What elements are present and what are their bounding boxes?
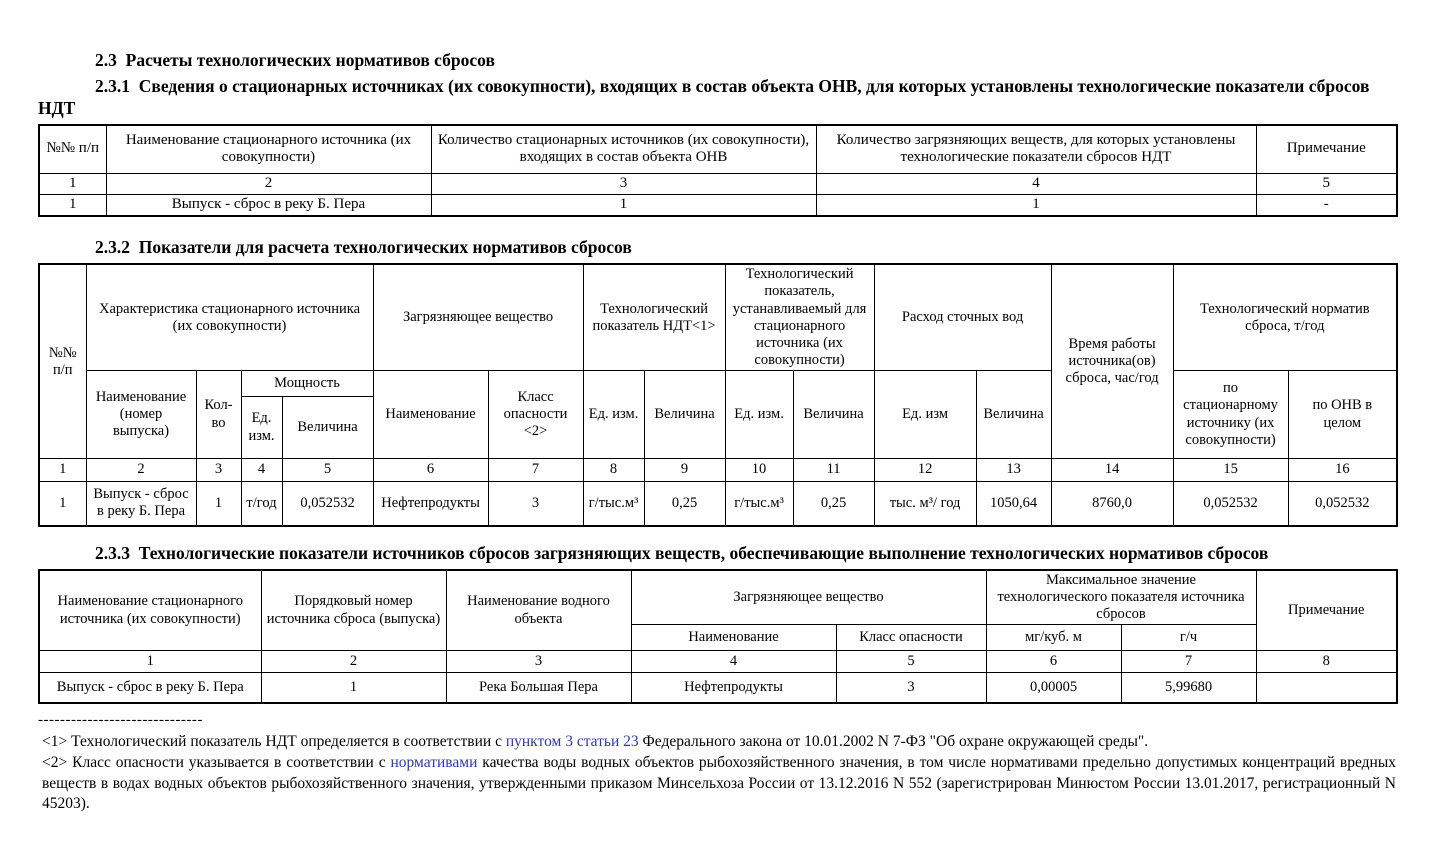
table2-header-qty: Кол-во bbox=[196, 371, 241, 459]
section-2-3-2-title: 2.3.2 Показатели для расчета технологических нормативов сбросов bbox=[95, 237, 632, 258]
table2-colnum-2: 2 bbox=[86, 459, 196, 482]
table2-colnum-5: 5 bbox=[282, 459, 373, 482]
table3-header-pollutant: Загрязняющее вещество bbox=[631, 570, 986, 625]
table2-colnum-15: 15 bbox=[1173, 459, 1288, 482]
table1-colnum-5: 5 bbox=[1256, 173, 1397, 194]
table2-cell-power-value: 0,052532 bbox=[282, 482, 373, 526]
table2-header-source-name: Наименование (номер выпуска) bbox=[86, 371, 196, 459]
table3-header-unit-mg: мг/куб. м bbox=[986, 625, 1121, 651]
table1-cell-num: 1 bbox=[39, 194, 106, 216]
table2-colnum-4: 4 bbox=[241, 459, 282, 482]
table2-colnum-7: 7 bbox=[488, 459, 583, 482]
table3-cell-gh: 5,99680 bbox=[1121, 673, 1256, 703]
table2-header-row1 bbox=[39, 264, 1397, 370]
table2-colnum-8: 8 bbox=[583, 459, 644, 482]
table2-header-wastewater: Расход сточных вод bbox=[874, 264, 1051, 370]
table2-cell-work-time: 8760,0 bbox=[1051, 482, 1173, 526]
table3-colnum-8: 8 bbox=[1256, 651, 1397, 673]
table2-header-src-ind-value: Величина bbox=[793, 371, 874, 459]
footnote-1-text-post: Федерального закона от 10.01.2002 N 7-ФЗ "Об охране окружающей среды". bbox=[638, 732, 1149, 750]
footnote-1-link-article[interactable]: пунктом 3 статьи 23 bbox=[505, 732, 639, 750]
table3-colnum-3: 3 bbox=[446, 651, 631, 673]
table3-cell-hazard-class: 3 bbox=[836, 673, 986, 703]
table3-header-source-name: Наименование стационарного источника (их совокупности) bbox=[39, 570, 261, 651]
table2-header-src-ind-unit: Ед. изм. bbox=[725, 371, 793, 459]
table3-header-max-value: Максимальное значение технологического показателя источника сбросов bbox=[986, 570, 1256, 625]
table2-cell-ndt-value: 0,25 bbox=[644, 482, 725, 526]
section-2-3-title: 2.3 Расчеты технологических нормативов сбросов bbox=[95, 50, 495, 70]
table2-colnum-1: 1 bbox=[39, 459, 86, 482]
table2-header-pollutant-name: Наименование bbox=[373, 371, 488, 459]
table2-cell-src-ind-unit: г/тыс.м³ bbox=[725, 482, 793, 526]
table1-header-num: №№ п/п bbox=[39, 125, 106, 173]
table2-header-power-unit: Ед. изм. bbox=[241, 397, 282, 459]
table1-header-source-count: Количество стационарных источников (их совокупности), входящих в состав объекта ОНВ bbox=[431, 125, 816, 173]
table2-header-hazard-class: Класс опасности <2> bbox=[488, 371, 583, 459]
table2-header-source-char: Характеристика стационарного источника (их совокупности) bbox=[86, 264, 373, 370]
table2-cell-ww-value: 1050,64 bbox=[976, 482, 1051, 526]
table2-colnum-3: 3 bbox=[196, 459, 241, 482]
table2-colnum-6: 6 bbox=[373, 459, 488, 482]
table3-header-hazard-class: Класс опасности bbox=[836, 625, 986, 651]
table2-cell-norm-by-onv: 0,052532 bbox=[1288, 482, 1397, 526]
table2-colnum-9: 9 bbox=[644, 459, 725, 482]
table1-header-pollutant-count: Количество загрязняющих веществ, для которых установлены технологические показатели сбросов НДТ bbox=[816, 125, 1256, 173]
table3-header-row1 bbox=[39, 570, 1397, 625]
table1-colnum-2: 2 bbox=[106, 173, 431, 194]
table2-cell-power-unit: т/год bbox=[241, 482, 282, 526]
table3-header-source-number: Порядковый номер источника сброса (выпуска) bbox=[261, 570, 446, 651]
table3-cell-note bbox=[1256, 673, 1397, 703]
table2-colnum-13: 13 bbox=[976, 459, 1051, 482]
table1-colnum-4: 4 bbox=[816, 173, 1256, 194]
table1-header-row bbox=[39, 125, 1397, 173]
table3-cell-water-object: Река Большая Пера bbox=[446, 673, 631, 703]
table2-colnum-10: 10 bbox=[725, 459, 793, 482]
table3-colnum-6: 6 bbox=[986, 651, 1121, 673]
table2-cell-src-ind-value: 0,25 bbox=[793, 482, 874, 526]
table3-colnum-5: 5 bbox=[836, 651, 986, 673]
table-2-3-3-tech-indicators bbox=[38, 569, 1398, 704]
table3-header-note: Примечание bbox=[1256, 570, 1397, 651]
footnote-1-text-pre: <1> Технологический показатель НДТ определяется в соответствии с bbox=[42, 732, 506, 750]
footnote-1 bbox=[38, 732, 1396, 753]
footnote-2-text-pre: <2> Класс опасности указывается в соответствии с bbox=[42, 753, 391, 771]
table-2-3-2-norm-calculation bbox=[38, 263, 1398, 526]
table3-header-pollutant-name: Наименование bbox=[631, 625, 836, 651]
table3-cell-source-name: Выпуск - сброс в реку Б. Пера bbox=[39, 673, 261, 703]
table2-header-source-indicator: Технологический показатель, устанавливаемый для стационарного источника (их совокупности) bbox=[725, 264, 874, 370]
table1-header-source-name: Наименование стационарного источника (их совокупности) bbox=[106, 125, 431, 173]
section-2-3-1-title: 2.3.1 Сведения о стационарных источниках (их совокупности), входящих в состав объекта ОНВ, для которых установлены технологические показатели сбросов НДТ bbox=[38, 76, 1374, 118]
table2-header-norm-by-onv: по ОНВ в целом bbox=[1288, 371, 1397, 459]
table2-cell-ww-unit: тыс. м³/ год bbox=[874, 482, 976, 526]
table2-header-ww-value: Величина bbox=[976, 371, 1051, 459]
table1-data-row bbox=[39, 194, 1397, 216]
table2-colnum-14: 14 bbox=[1051, 459, 1173, 482]
table3-colnum-2: 2 bbox=[261, 651, 446, 673]
footnote-2-link-standards[interactable]: нормативами bbox=[390, 753, 478, 771]
table2-header-ndt-value: Величина bbox=[644, 371, 725, 459]
table3-cell-pollutant-name: Нефтепродукты bbox=[631, 673, 836, 703]
table2-cell-ndt-unit: г/тыс.м³ bbox=[583, 482, 644, 526]
table2-colnum-16: 16 bbox=[1288, 459, 1397, 482]
table2-header-tech-norm: Технологический норматив сброса, т/год bbox=[1173, 264, 1397, 370]
table2-header-ndt-indicator: Технологический показатель НДТ<1> bbox=[583, 264, 725, 370]
table1-colnum-row bbox=[39, 173, 1397, 194]
table3-colnum-1: 1 bbox=[39, 651, 261, 673]
table2-header-ww-unit: Ед. изм bbox=[874, 371, 976, 459]
table1-header-note: Примечание bbox=[1256, 125, 1397, 173]
table1-cell-source-name: Выпуск - сброс в реку Б. Пера bbox=[106, 194, 431, 216]
table1-colnum-3: 3 bbox=[431, 173, 816, 194]
footnote-separator: ------------------------------ bbox=[38, 711, 203, 728]
table2-colnum-11: 11 bbox=[793, 459, 874, 482]
table1-cell-source-count: 1 bbox=[431, 194, 816, 216]
table3-cell-mg: 0,00005 bbox=[986, 673, 1121, 703]
table2-header-ndt-unit: Ед. изм. bbox=[583, 371, 644, 459]
table2-colnum-row bbox=[39, 459, 1397, 482]
table1-colnum-1: 1 bbox=[39, 173, 106, 194]
section-2-3-3-title: 2.3.3 Технологические показатели источников сбросов загрязняющих веществ, обеспечивающие выполнение технологических нормативов сбросов bbox=[95, 542, 1269, 563]
table2-data-row bbox=[39, 482, 1397, 526]
footnote-2 bbox=[38, 753, 1396, 816]
table3-header-unit-gh: г/ч bbox=[1121, 625, 1256, 651]
table2-header-pollutant: Загрязняющее вещество bbox=[373, 264, 583, 370]
table3-data-row bbox=[39, 673, 1397, 703]
table3-header-water-object: Наименование водного объекта bbox=[446, 570, 631, 651]
table2-cell-norm-by-source: 0,052532 bbox=[1173, 482, 1288, 526]
table3-colnum-7: 7 bbox=[1121, 651, 1256, 673]
table2-cell-source-name: Выпуск - сброс в реку Б. Пера bbox=[86, 482, 196, 526]
table2-colnum-12: 12 bbox=[874, 459, 976, 482]
table2-cell-qty: 1 bbox=[196, 482, 241, 526]
footnote-2-text-post: качества воды водных объектов рыбохозяйственного значения, в том числе нормативами предельно допустимых концентраций вредных веществ в водах водных объектов рыбохозяйственного значения, утвержденными приказом Минсельхоза России от 13.12.2016 N 552 (зарегистрирован Минюстом России 13.01.2017, регистрационный N 45203). bbox=[42, 753, 1397, 813]
table2-header-num: №№ п/п bbox=[39, 264, 86, 458]
table-2-3-1-stationary-sources bbox=[38, 124, 1398, 217]
table2-header-norm-by-source: по стационарному источнику (их совокупности) bbox=[1173, 371, 1288, 459]
document-page bbox=[38, 0, 1396, 815]
table2-header-row2 bbox=[39, 371, 1397, 397]
table2-cell-hazard-class: 3 bbox=[488, 482, 583, 526]
table3-colnum-row bbox=[39, 651, 1397, 673]
footnotes bbox=[38, 713, 1396, 816]
table2-header-power-value: Величина bbox=[282, 397, 373, 459]
table2-header-power: Мощность bbox=[241, 371, 373, 397]
table3-cell-source-number: 1 bbox=[261, 673, 446, 703]
table1-cell-note: - bbox=[1256, 194, 1397, 216]
table3-colnum-4: 4 bbox=[631, 651, 836, 673]
table2-cell-pollutant-name: Нефтепродукты bbox=[373, 482, 488, 526]
table2-cell-num: 1 bbox=[39, 482, 86, 526]
table2-header-work-time: Время работы источника(ов) сброса, час/год bbox=[1051, 264, 1173, 458]
table1-cell-pollutant-count: 1 bbox=[816, 194, 1256, 216]
